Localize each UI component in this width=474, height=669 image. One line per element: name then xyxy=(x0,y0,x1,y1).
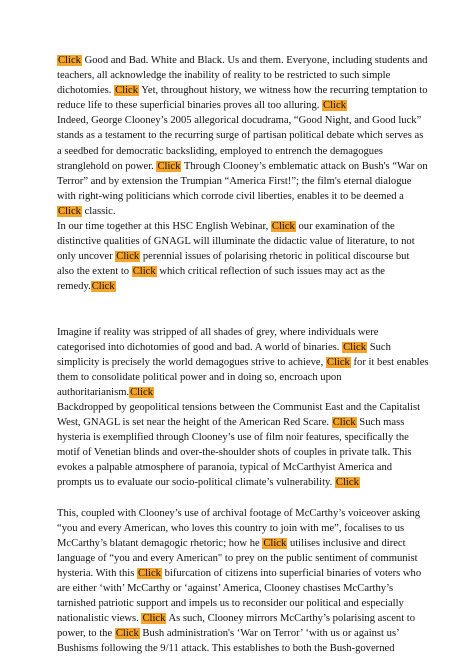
click-marker[interactable]: Click xyxy=(58,55,81,66)
click-marker[interactable]: Click xyxy=(91,281,115,293)
click-marker[interactable]: Click xyxy=(323,100,346,112)
text-run: perennial issues of polarising rhetoric in political discourse but also the extent to xyxy=(57,251,410,278)
click-marker[interactable]: Click xyxy=(115,628,139,640)
text-run: This, coupled with Clooney’s use of archival footage of McCarthy’s voiceover asking “you and every American, who loves this country to join with me”, focalises to us McCarthy’s blatant demagogic rhetoric; how he xyxy=(57,507,421,549)
click-marker[interactable]: Click xyxy=(332,417,356,429)
click-marker[interactable]: Click xyxy=(157,160,181,172)
text-run: Yet, throughout history, we witness how the recurring temptation to reduce life to these superficial binaries proves all too alluring. xyxy=(57,85,428,112)
click-marker[interactable]: Click xyxy=(138,567,161,579)
paragraph-2 xyxy=(57,325,429,491)
paragraph-gap xyxy=(57,491,429,506)
text-run: As such, Clooney mirrors McCarthy’s polarising ascent to power, to the xyxy=(57,613,416,640)
click-marker[interactable]: Click xyxy=(115,85,139,97)
text-run: Bush administration's ‘War on Terror’ ‘with us or against us’ Bushisms following the 9/11 attack. This establishes to both the Bush-governed xyxy=(57,628,399,655)
text-run: In our time together at this HSC English Webinar, xyxy=(57,221,271,233)
click-marker[interactable]: Click xyxy=(335,477,359,489)
text-run: utilises inclusive and direct language of “you and every American" to prey on the public sentiment of communist hysteria. With this xyxy=(57,537,418,579)
text-run: classic. xyxy=(81,205,116,217)
text-run: bifurcation of citizens into superficial binaries of voters who are either ‘with’ McCarthy or ‘against’ America, Clooney chastises McCarthy’s tarnished patriotic support and impels us to reconsider our political and especially nationalistic views. xyxy=(57,567,422,625)
click-marker[interactable]: Click xyxy=(343,341,367,353)
click-marker[interactable]: Click xyxy=(58,205,81,217)
text-run: for it best enables them to consolidate political power and in doing so, encroach upon authoritarianism. xyxy=(57,356,429,398)
text-run: Such mass hysteria is exemplified through Clooney’s use of film noir features, specifically the motif of Venetian blinds and over-the-shoulder shots of couples in private talk. This evokes a palpable atmosphere of paranoia, typical of McCarthyist America and prompts us to evaluate our socio-political climate’s vulnerability. xyxy=(57,417,412,489)
text-run: which critical reflection of such issues may act as the remedy. xyxy=(57,266,385,293)
text-run: Such simplicity is precisely the world demagogues strive to achieve, xyxy=(57,341,391,368)
click-marker[interactable]: Click xyxy=(142,613,166,625)
paragraph-3 xyxy=(57,506,429,657)
text-run: our examination of the distinctive qualities of GNAGL will illuminate the didactic value of literature, to not only uncover xyxy=(57,221,415,263)
click-marker[interactable]: Click xyxy=(326,356,350,368)
text-run: Through Clooney’s emblematic attack on Bush's “War on Terror” and by extension the Trumpian “America First!”; the film's eternal dialogue with right-wing politicians which corrode civil liberties, enables it to be deemed a xyxy=(57,160,428,202)
text-run: Backdropped by geopolitical tensions between the Communist East and the Capitalist West, GNAGL is set near the height of the American Red Scare. xyxy=(57,401,421,429)
paragraph-gap xyxy=(57,295,429,325)
text-run: Imagine if reality was stripped of all shades of grey, where individuals were categorised into dichotomies of good and bad. A world of binaries. xyxy=(57,326,379,353)
click-marker[interactable]: Click xyxy=(132,266,156,278)
document-body xyxy=(57,53,429,656)
click-marker[interactable]: Click xyxy=(263,537,287,549)
click-marker[interactable]: Click xyxy=(130,386,154,398)
text-run: Indeed, George Clooney’s 2005 allegorical docudrama, “Good Night, and Good luck” stands as a testament to the recurring surge of partisan political debate which serves as a seedbed for democratic backsliding, employed to entrench the demagogues stranglehold on power. xyxy=(57,115,424,172)
click-marker[interactable]: Click xyxy=(116,251,140,263)
text-run: Good and Bad. White and Black. Us and them. Everyone, including students and teachers, all acknowledge the inability of reality to be restricted to such simple dichotomies. xyxy=(57,55,428,97)
click-marker[interactable]: Click xyxy=(271,221,295,233)
paragraph-1 xyxy=(57,53,429,295)
